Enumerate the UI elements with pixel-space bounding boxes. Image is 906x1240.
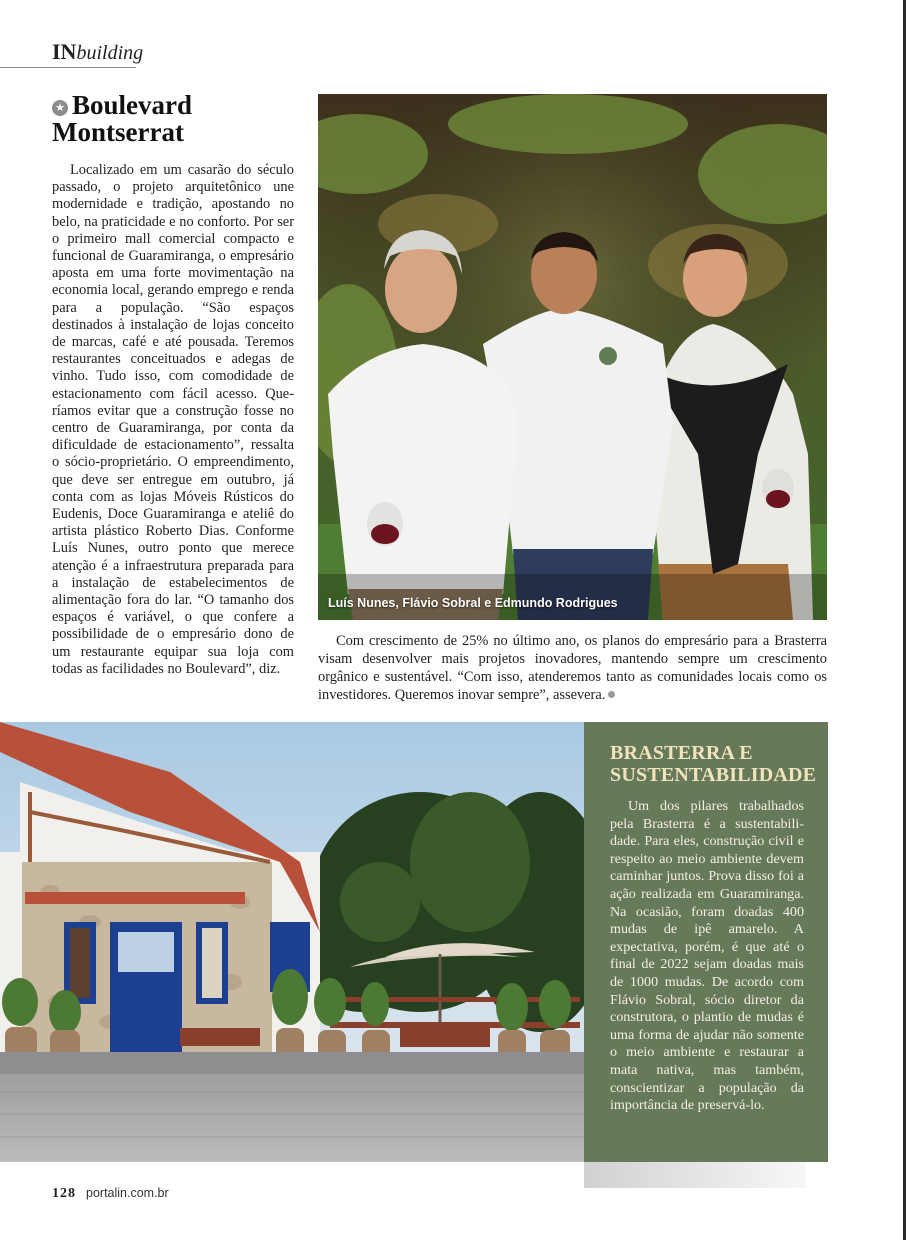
sidebar-title-line1: BRASTERRA E (610, 742, 753, 764)
people-photo-illustration (318, 94, 827, 620)
sidebar-box (584, 722, 828, 1162)
section-building: building (76, 42, 144, 64)
section-header (52, 40, 143, 65)
article-title-line1: Boulevard (72, 90, 193, 120)
boulevard-photo (0, 722, 584, 1162)
page-number: 128 (52, 1186, 76, 1201)
people-photo (318, 94, 827, 620)
page-footer (52, 1186, 169, 1202)
header-rule (0, 67, 136, 68)
article-body-left (52, 162, 294, 678)
article-paragraph-right (318, 632, 827, 704)
sidebar-shadow (584, 1162, 806, 1188)
sidebar-paragraph: Um dos pilares trabalhados pela Brasterra é a sustentabilidade. Para eles, construção civil e respeito ao meio ambiente devem caminhar juntos. Prova disso foi a ação realizada em Guaramiranga. Na ocasião, foram doadas 400 mudas de ipê amarelo. A expectativa, porém, é que até o final de 2022 sejam doadas mais de 1000 mudas. De acordo com Flávio Sobral, sócio diretor da construtora, o plantio de mudas é uma forma de ajudar não somente o meio ambiente e restaurar a mata nativa, mas também, conscientizar a população da importância de preservá-lo. (610, 798, 804, 1114)
photo-caption: Luís Nunes, Flávio Sobral e Edmundo Rodrigues (328, 596, 618, 610)
site-url: portalin.com.br (86, 1186, 169, 1200)
end-mark-icon (608, 691, 615, 698)
article-paragraph: Localizado em um casarão do século passado, o projeto arquitetônico une modernidade e tradição, apostando no belo, na praticidade e no conforto. Por ser o primeiro mall comercial compacto e funcional de Guaramiranga, o empresário aposta em uma forte movimentação na economia local, gerando emprego e renda para a população. “São espaços destinados à instalação de lojas conceito de marcas, café e até pousada. Teremos restaurantes conceituados e adegas de vinho. Tudo isso, com comodidade de estacionamento com fácil acesso. Queríamos evitar que a construção fosse no centro de Guaramiranga, por conta da dificuldade de estacionamento”, ressalta o sócio-proprietário. O empreendimento, que deve ser entregue em outubro, já conta com as lojas Móveis Rústicos do Eudenis, Doce Guaramiranga e ateliê do artista plástico Roberto Dias. Conforme Luís Nunes, outro ponto que merece atenção é a infraestrutura preparada para a instalação de estabelecimentos de alimentação fora do lar. “O tamanho dos espaços é variável, o que confere a possibilidade de o empresário dono de um restaurante equipar sua loja com todas as facilidades no Boulevard”, diz. (52, 162, 294, 677)
sidebar-body (610, 798, 804, 1115)
sidebar-title (610, 742, 817, 786)
article-paragraph-right-text: Com crescimento de 25% no último ano, os planos do empresário para a Brasterra visam desenvolver mais projetos inovadores, mantendo sempre um crescimento orgânico e sustentável. “Com isso, atenderemos tanto as comunidades locais como os investidores. Queremos inovar sempre”, assevera. (318, 633, 827, 703)
sidebar-title-line2: SUSTENTABILIDADE (610, 764, 817, 786)
article-title (52, 92, 302, 146)
article-title-line2: Montserrat (52, 117, 184, 147)
star-badge-icon: ★ (52, 100, 68, 116)
article-body-right (318, 632, 827, 704)
boulevard-photo-illustration (0, 722, 584, 1162)
section-in: IN (52, 39, 77, 64)
